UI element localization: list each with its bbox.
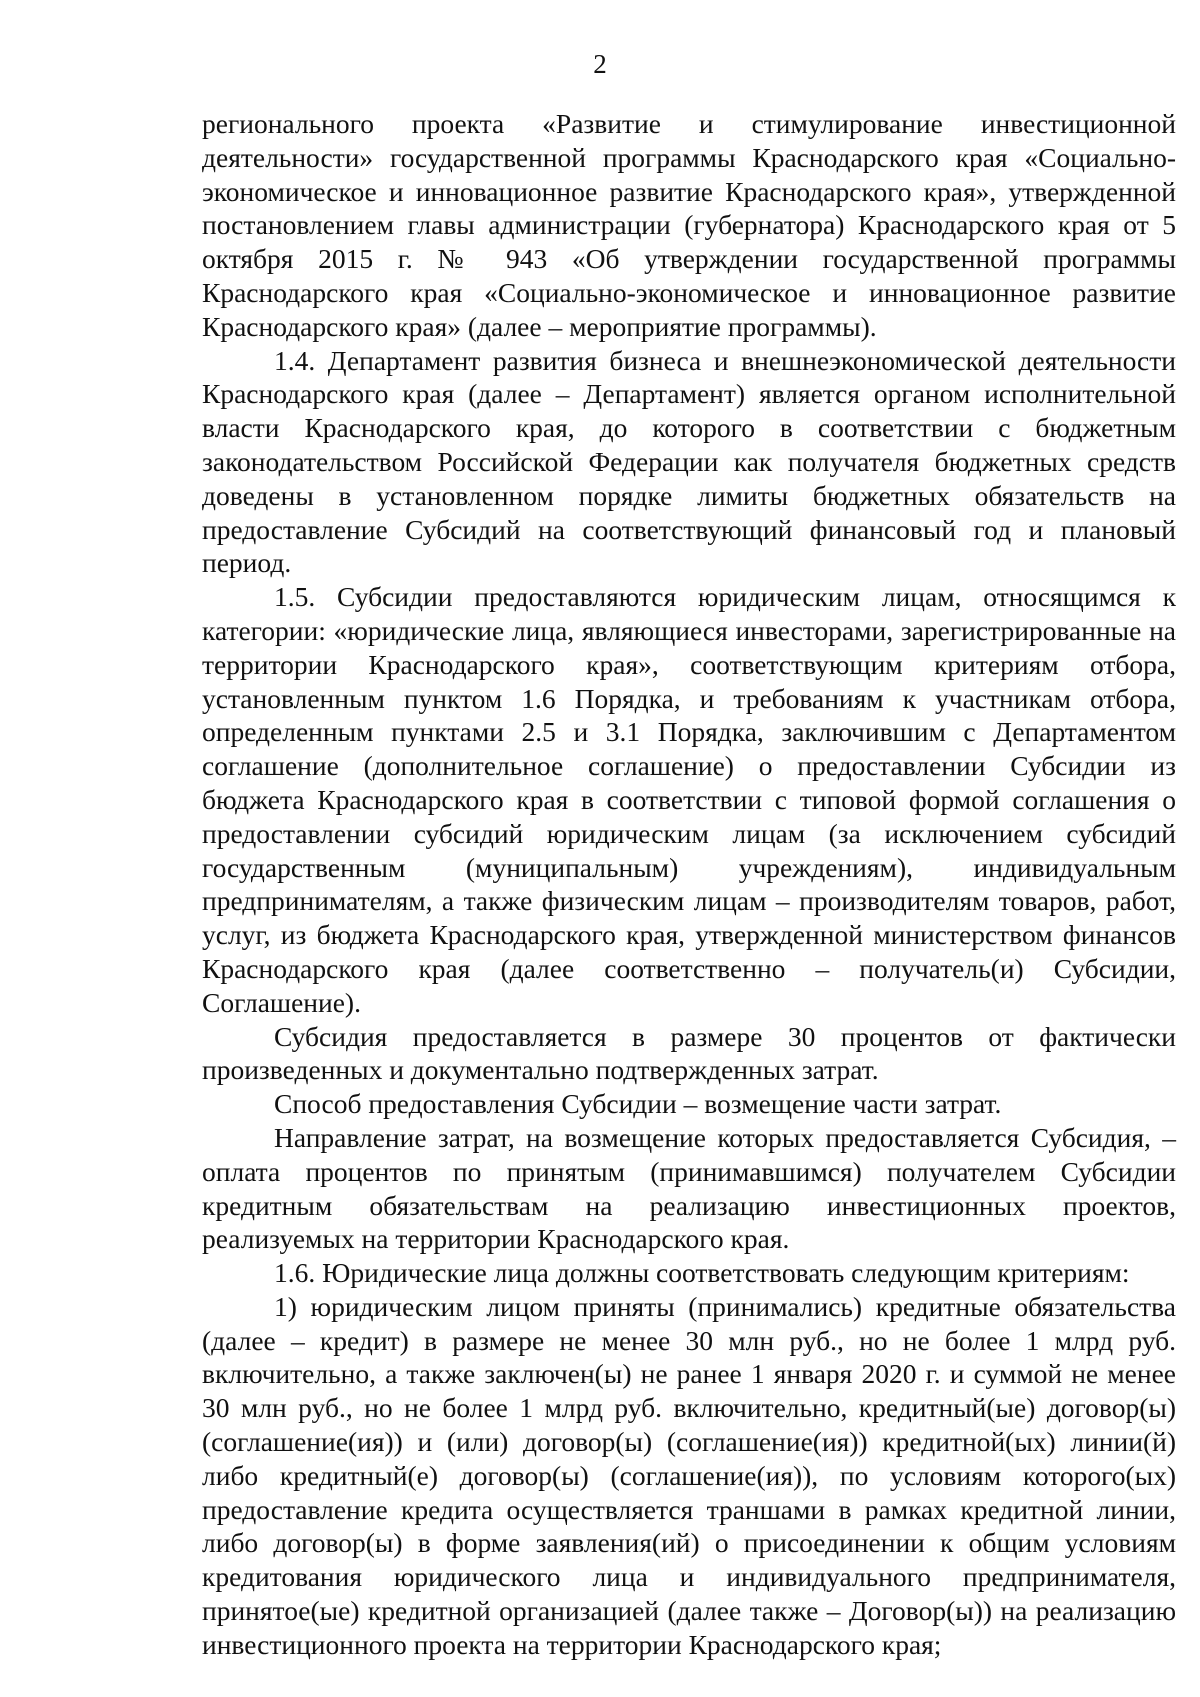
paragraph-subsidy-amount: Субсидия предоставляется в размере 30 процентов от фактически произведенных и документально подтвержденных затрат. (202, 1020, 1176, 1086)
document-body (202, 107, 1176, 1662)
paragraph-1-6-criteria: 1.6. Юридические лица должны соответствовать следующим критериям: (274, 1257, 1130, 1289)
paragraph-1-5-subsidy-recipients: 1.5. Субсидии предоставляются юридическим лицам, относящимся к категории: «юридические лица, являющиеся инвесторами, зарегистрированные на территории Краснодарского края», соответствующим критериям отбора, установленным пунктом 1.6 Порядка, и требованиям к участникам отбора, определенным пунктами 2.5 и 3.1 Порядка, заключившим с Департаментом соглашение (дополнительное соглашение) о предоставлении Субсидии из бюджета Краснодарского края в соответствии с типовой формой соглашения о предоставлении субсидий юридическим лицам (за исключением субсидий государственным (муниципальным) учреждениям), индивидуальным предпринимателям, а также физическим лицам – производителям товаров, работ, услуг, из бюджета Краснодарского края, утвержденной министерством финансов Краснодарского края (далее соответственно – получатель(и) Субсидии, Соглашение). (202, 581, 1176, 1018)
paragraph-1-4-department: 1.4. Департамент развития бизнеса и внешнеэкономической деятельности Краснодарского края (далее – Департамент) является органом исполнительной власти Краснодарского края, до которого в соответствии с бюджетным законодательством Российской Федерации как получателя бюджетных средств доведены в установленном порядке лимиты бюджетных обязательств на предоставление Субсидий на соответствующий финансовый год и плановый период. (202, 344, 1176, 579)
paragraph-cost-direction: Направление затрат, на возмещение которых предоставляется Субсидия, – оплата процентов по принятым (принимавшимся) получателем Субсидии кредитным обязательствам на реализацию инвестиционных проектов, реализуемых на территории Краснодарского края. (202, 1121, 1176, 1255)
page-number: 2 (593, 49, 607, 79)
paragraph-subsidy-method: Способ предоставления Субсидии – возмещение части затрат. (274, 1088, 1002, 1120)
paragraph-criterion-1: 1) юридическим лицом приняты (принимались) кредитные обязательства (далее – кредит) в размере не менее 30 млн руб., но не более 1 млрд руб. включительно, а также заключен(ы) не ранее 1 января 2020 г. и суммой не менее 30 млн руб., но не более 1 млрд руб. включительно, кредитный(ые) договор(ы) (соглашение(ия)) и (или) договор(ы) (соглашение(ия)) кредитной(ых) линии(й) либо кредитный(е) договор(ы) (соглашение(ия)), по условиям которого(ых) предоставление кредита осуществляется траншами в рамках кредитной линии, либо договор(ы) в форме заявления(ий) о присоединении к общим условиям кредитования юридического лица и индивидуального предпринимателя, принятое(ые) кредитной организацией (далее также – Договор(ы)) на реализацию инвестиционного проекта на территории Краснодарского края; (202, 1290, 1176, 1660)
paragraph-program-reference: регионального проекта «Развитие и стимулирование инвестиционной деятельности» государственной программы Краснодарского края «Социально-экономическое и инновационное развитие Краснодарского края», утвержденной постановлением главы администрации (губернатора) Краснодарского края от 5 октября 2015 г. № 943 «Об утверждении государственной программы Краснодарского края «Социально-экономическое и инновационное развитие Краснодарского края» (далее – мероприятие программы). (202, 108, 1176, 342)
